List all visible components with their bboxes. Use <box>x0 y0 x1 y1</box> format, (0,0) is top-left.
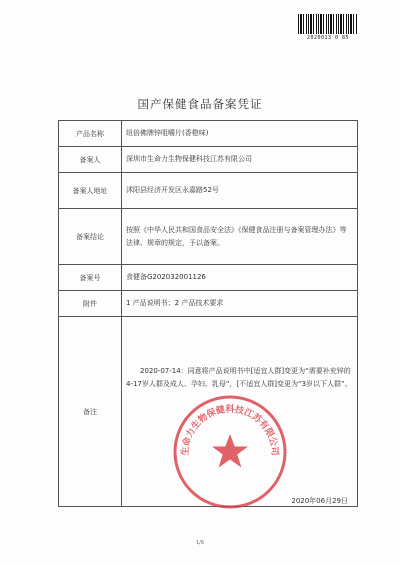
seal-star-icon <box>212 434 248 468</box>
table-row <box>59 209 358 265</box>
attachments-value: 1 产品说明书；2 产品技术要求 <box>122 291 358 317</box>
table-row <box>59 173 358 209</box>
conclusion-value: 按照《中华人民共和国食品安全法》《保健食品注册与备案管理办法》等法律、规章的规定，予以备案。 <box>122 209 358 265</box>
remarks-value: 2020-07-14：同意将产品说明书中[适宜人群]变更为“需要补充锌的4-17岁人群及成人、孕妇、乳母”，[不适宜人群]变更为“3岁以下人群”。 <box>122 317 358 507</box>
filer-address-label: 备案人地址 <box>59 173 122 209</box>
filer-label: 备案人 <box>59 147 122 173</box>
table-row <box>59 265 358 291</box>
barcode <box>298 14 358 42</box>
product-name-value: 纽倍佛牌锌咀嚼片(香橙味) <box>122 121 358 147</box>
table-row <box>59 147 358 173</box>
attachments-label: 附件 <box>59 291 122 317</box>
table-row <box>59 291 358 317</box>
remarks-label: 备注 <box>59 317 122 507</box>
issue-date: 2020年06月29日 <box>291 497 348 505</box>
product-name-label: 产品名称 <box>59 121 122 147</box>
official-seal <box>170 392 290 512</box>
document-title: 国产保健食品备案凭证 <box>137 97 263 111</box>
filer-value: 深圳市生命力生物保健科技江苏有限公司 <box>122 147 358 173</box>
table-row <box>59 121 358 147</box>
conclusion-label: 备案结论 <box>59 209 122 265</box>
seal-text-path: 生命力生物保健科技江苏有限公司 <box>180 405 280 456</box>
barcode-bars <box>298 14 358 34</box>
filer-address-value: 沭阳县经济开发区永嘉路52号 <box>122 173 358 209</box>
barcode-number: 2020013 0 85 <box>306 35 350 41</box>
filing-number-value: 食健备G202032001126 <box>122 265 358 291</box>
filing-number-label: 备案号 <box>59 265 122 291</box>
page-number: 1/6 <box>195 540 205 546</box>
